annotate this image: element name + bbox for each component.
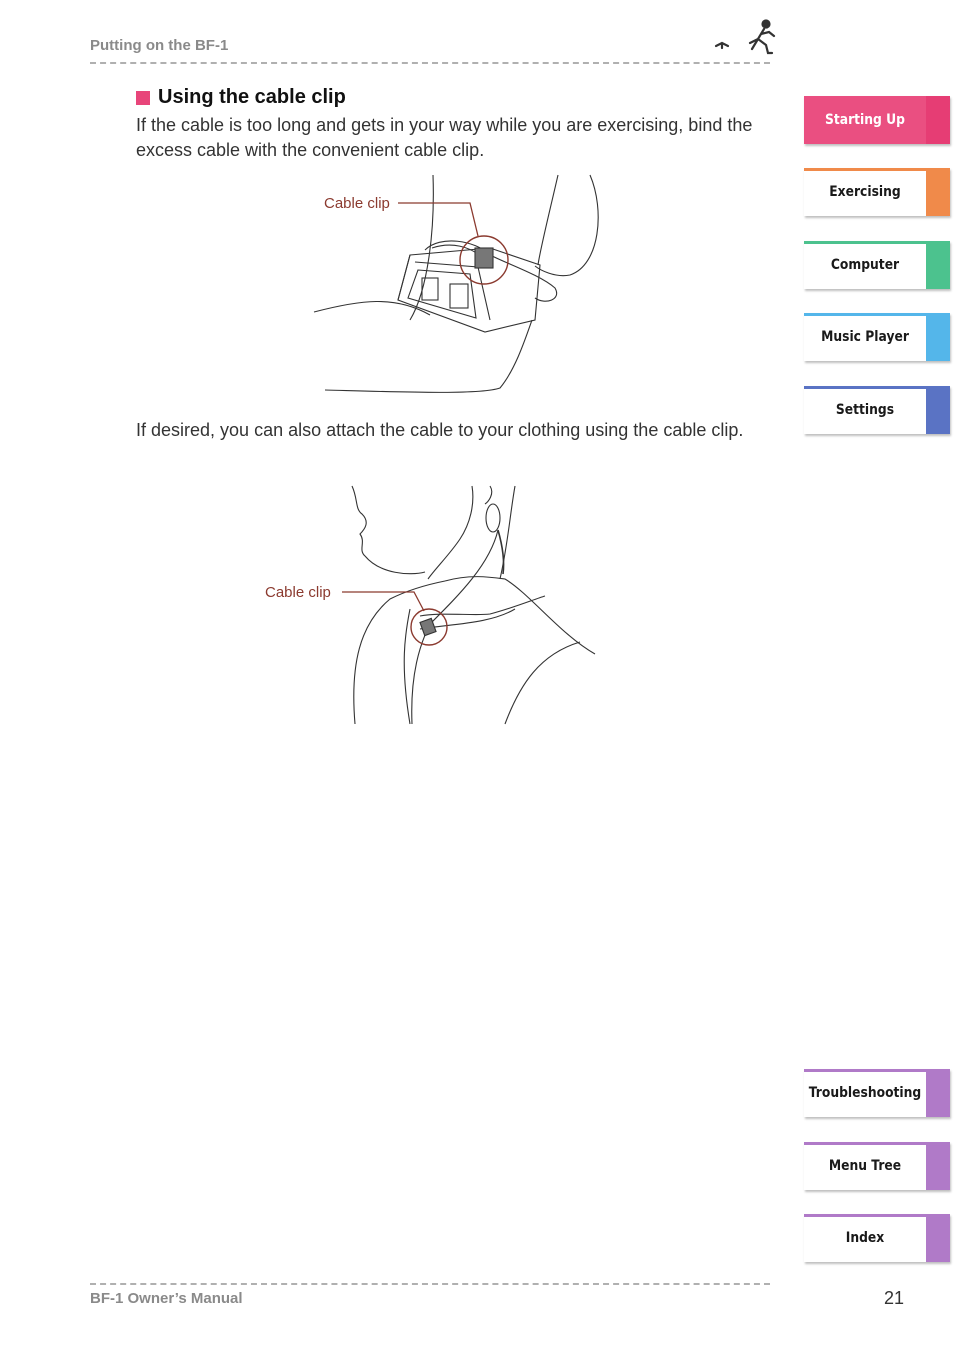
cable-clip-callout-arm: Cable clip (324, 195, 390, 212)
pink-square-bullet-icon (136, 91, 150, 105)
tab-label: Music Player (821, 329, 909, 345)
tab-computer[interactable] (804, 241, 950, 289)
tab-settings[interactable] (804, 386, 950, 434)
tab-color-stripe (926, 313, 950, 361)
tab-color-stripe (926, 1214, 950, 1262)
footer-manual-title: BF-1 Owner’s Manual (90, 1290, 243, 1307)
paragraph-cable-bind: If the cable is too long and gets in your way while you are exercising, bind the excess cable with the convenient cable clip. (136, 115, 753, 160)
tab-music-player[interactable] (804, 313, 950, 361)
tab-label: Menu Tree (828, 1158, 902, 1174)
header-divider (90, 62, 770, 64)
paragraph-clothing-attach: If desired, you can also attach the cable to your clothing using the cable clip. (136, 420, 744, 440)
tab-color-stripe (926, 96, 950, 144)
tab-exercising[interactable] (804, 168, 950, 216)
tab-index[interactable] (804, 1214, 950, 1262)
tab-color-stripe (926, 241, 950, 289)
tab-starting-up[interactable] (804, 96, 950, 144)
page-number: 21 (884, 1288, 905, 1308)
section-heading (136, 86, 346, 109)
tab-color-stripe (926, 1069, 950, 1117)
cable-clip-clothing-illustration (340, 484, 600, 726)
tab-label: Exercising (829, 184, 901, 200)
tab-label: Computer (830, 257, 900, 273)
tab-color-stripe (926, 1142, 950, 1190)
running-header: Putting on the BF-1 (90, 37, 229, 54)
tab-color-stripe (926, 168, 950, 216)
tab-color-stripe (926, 386, 950, 434)
footer-divider (90, 1283, 770, 1285)
tab-menu-tree[interactable] (804, 1142, 950, 1190)
tab-label: Troubleshooting (808, 1085, 922, 1101)
tab-label: Index (845, 1230, 885, 1246)
runner-icon (712, 18, 776, 58)
tab-troubleshooting[interactable] (804, 1069, 950, 1117)
cable-clip-callout-clothing: Cable clip (265, 584, 331, 601)
section-heading-text: Using the cable clip (158, 86, 346, 108)
tab-label: Settings (835, 402, 895, 418)
tab-label: Starting Up (825, 112, 905, 128)
